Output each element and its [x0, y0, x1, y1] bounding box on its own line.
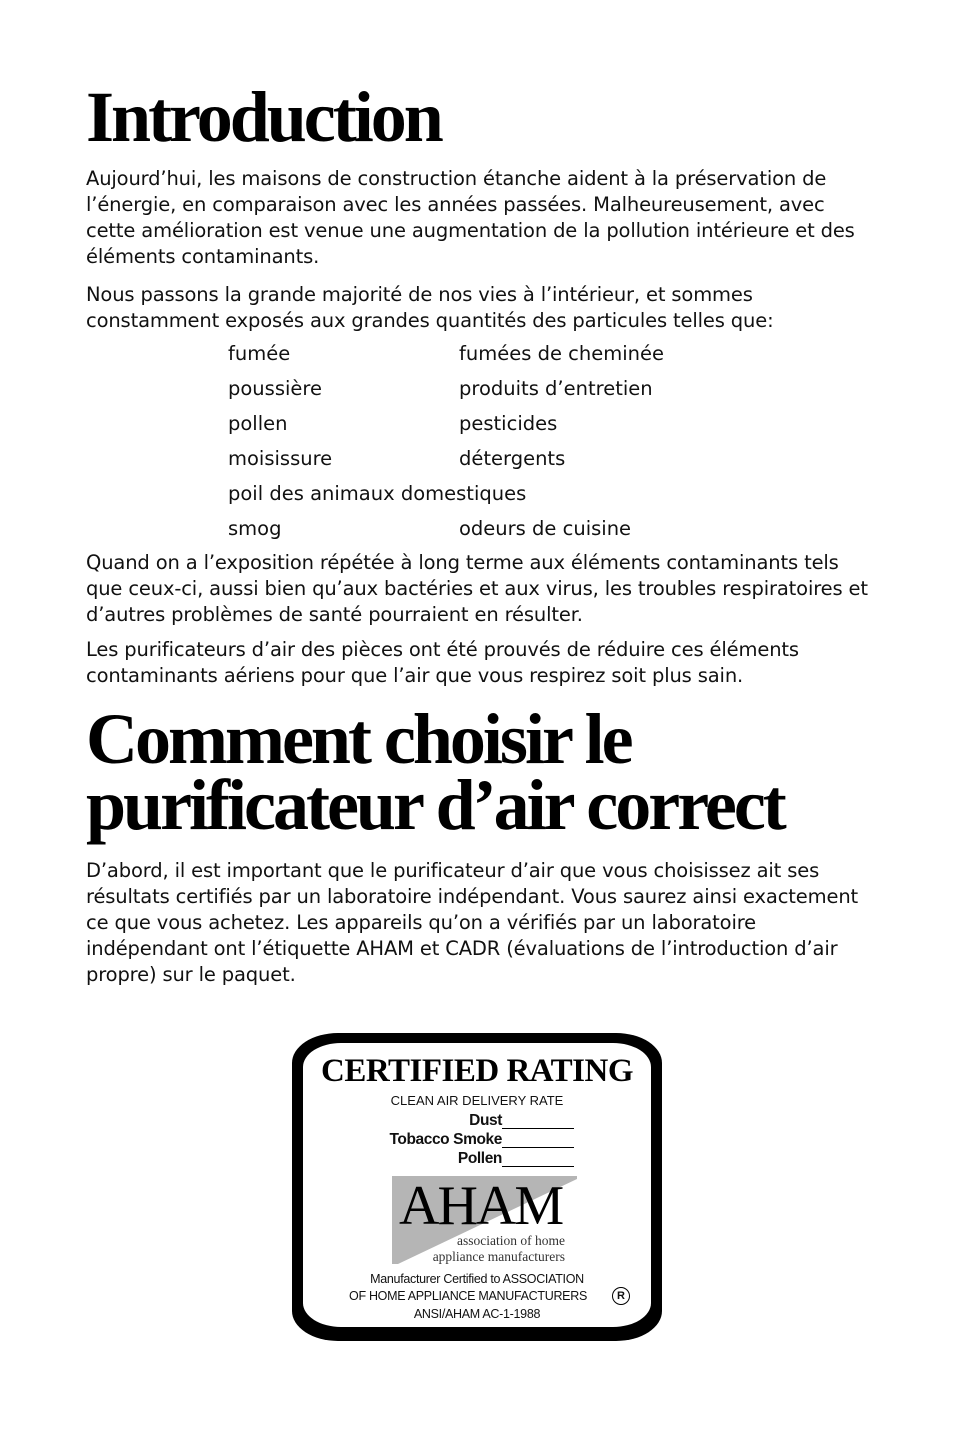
list-item-left: poussière: [228, 377, 322, 400]
certification-line-3: ANSI/AHAM AC-1-1988: [413, 1307, 541, 1321]
registered-mark-icon: R: [612, 1287, 630, 1305]
rating-blank-line: [502, 1166, 574, 1167]
list-item-right: détergents: [459, 447, 566, 470]
choose-paragraph-1: D’abord, il est important que le purificateur d’air que vous choisissez ait ses résultats certifiés par un laboratoire indépendant. Vous saurez ainsi exactement ce que vous achetez. Les appareils qu’on a vérifiés par un laboratoire indépendant ont l’étiquette AHAM et CADR (évaluations de l’introduction d’air propre) sur le paquet.: [86, 859, 859, 986]
rating-label: Pollen: [457, 1150, 502, 1167]
rating-label: Dust: [469, 1112, 502, 1129]
list-item-right: produits d’entretien: [459, 377, 653, 400]
rating-label: Tobacco Smoke: [389, 1131, 502, 1148]
certification-line-2: OF HOME APPLIANCE MANUFACTURERS: [349, 1289, 587, 1303]
list-item-left: poil des animaux domestiques: [228, 482, 527, 505]
list-item-right: pesticides: [459, 412, 558, 435]
aham-wordmark: AHAM: [399, 1175, 563, 1237]
intro-heading: Introduction: [86, 77, 441, 157]
list-item-left: pollen: [228, 412, 288, 435]
intro-paragraph-1: Aujourd’hui, les maisons de construction étanche aident à la préservation de l’énergie, en comparaison avec les années passées. Malheureusement, avec cette amélioration est venue une augmentation de la pollution intérieure et des éléments contaminants.: [86, 167, 855, 268]
label-subtitle: CLEAN AIR DELIVERY RATE: [390, 1093, 564, 1108]
label-title: CERTIFIED RATING: [320, 1053, 634, 1089]
list-item-right: odeurs de cuisine: [459, 517, 632, 540]
list-item-left: smog: [228, 517, 282, 540]
rating-row-tobacco-smoke: [303, 1131, 574, 1149]
list-item: [228, 341, 828, 376]
rating-row-dust: [303, 1112, 574, 1130]
choose-heading: Comment choisir le purificateur d’air correct: [86, 699, 784, 845]
list-item: [228, 446, 828, 481]
list-item-left: moisissure: [228, 447, 333, 470]
rating-row-pollen: [303, 1150, 574, 1168]
rating-blank-line: [502, 1147, 574, 1148]
label-panel: [303, 1043, 651, 1327]
list-item-left: fumée: [228, 342, 291, 365]
aham-tagline-1: association of home: [457, 1233, 565, 1248]
certification-line-1: Manufacturer Certified to ASSOCIATION: [370, 1272, 584, 1286]
aham-tagline-2: appliance manufacturers: [432, 1249, 565, 1264]
list-item-right: fumées de cheminée: [459, 342, 664, 365]
intro-paragraph-3: Quand on a l’exposition répétée à long terme aux éléments contaminants tels que ceux-ci, aussi bien qu’aux bactéries et aux virus, les troubles respiratoires et d’autres problèmes de santé pourraient en résulter.: [86, 551, 868, 626]
list-item: [228, 516, 828, 551]
aham-logo: [392, 1176, 577, 1264]
intro-paragraph-4: Les purificateurs d’air des pièces ont été prouvés de réduire ces éléments contaminants aériens pour que l’air que vous respirez soit plus sain.: [86, 638, 799, 687]
list-item: [228, 411, 828, 446]
particles-list: [228, 341, 828, 551]
list-item: [228, 481, 828, 516]
rating-blank-line: [502, 1128, 574, 1129]
certified-rating-label: [292, 1033, 662, 1341]
list-item: [228, 376, 828, 411]
intro-paragraph-2: Nous passons la grande majorité de nos vies à l’intérieur, et sommes constamment exposés aux grandes quantités des particules telles que:: [86, 283, 774, 332]
